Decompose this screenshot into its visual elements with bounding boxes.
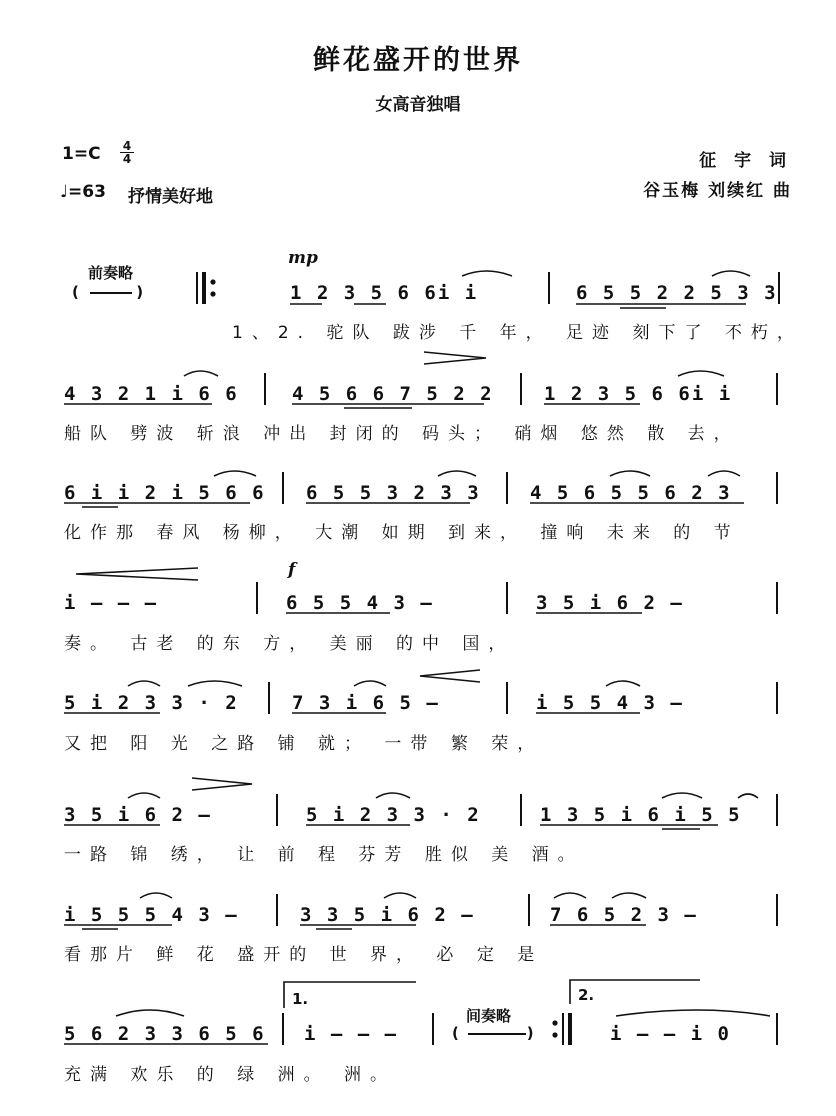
repeat-dot [553,1021,557,1025]
slur [554,893,586,898]
row7-measure1: i 5 5 5 4 3 – [64,904,239,926]
row5-lyric: 又把 阳 光 之路 铺 就； 一带 繁 荣， [64,734,544,754]
row7-measure2: 3 3 5 i 6 2 – [300,904,475,926]
crescendo [76,568,198,580]
row2-lyric: 船队 劈波 斩浪 冲出 封闭的 码头； 硝烟 悠然 散 去， [64,424,740,444]
row3-measure2: 6 5 5 3 2 3 3 [306,482,481,504]
slur [708,471,740,476]
slur [184,371,218,376]
decrescendo [192,778,252,790]
row5-measure3: i 5 5 4 3 – [536,692,684,714]
crescendo [420,670,480,682]
slur [712,271,750,276]
row1-measure1: 1 2 3 5 6 6i i [290,282,479,304]
repeat-dot [211,280,215,284]
volta-bracket [570,980,700,1004]
time-sig-bottom: 4 [122,152,132,166]
row4-measure3: 3 5 i 6 2 – [536,592,684,614]
row3-measure1: 6 i i 2 i 5 6 6 [64,482,266,504]
slur [214,471,256,476]
slur [662,793,702,798]
slur [610,471,650,476]
row5-measure2: 7 3 i 6 5 – [292,692,440,714]
row4-measure2: 6 5 5 4 3 – [286,592,434,614]
slur [612,893,646,898]
interlude-bracket: ( ) [452,1024,534,1042]
row3-lyric: 化作那 春风 杨柳， 大潮 如期 到来， 撞响 未来 的 节 [64,523,740,543]
row3-measure3: 4 5 6 5 5 6 2 3 [530,482,732,504]
row8-lyric: 充满 欢乐 的 绿 洲。 洲。 [64,1065,397,1085]
dynamic-f: f [288,560,296,580]
row7-measure3: 7 6 5 2 3 – [550,904,698,926]
slur [384,893,416,898]
row2-measure3: 1 2 3 5 6 6i i [544,383,733,405]
slur [354,681,386,686]
prelude-label: 前奏略 [88,264,134,282]
slur [678,371,724,376]
dynamic-mp: mp [288,248,318,268]
slur [438,471,476,476]
score-title: 鲜花盛开的世界 [313,45,523,76]
slur [616,1010,770,1016]
row2-measure2: 4 5 6 6 7 5 2 2 [292,383,494,405]
row6-measure3: 1 3 5 i 6 i 5 5 [540,804,742,826]
row1-lyric: 1、2. 驼队 跋涉 千 年， 足迹 刻下了 不朽， [232,323,803,343]
row8-measure2: i – – – [304,1023,399,1045]
interlude-label: 间奏略 [466,1007,512,1025]
slur [128,793,160,798]
volta-first: 1. [292,990,309,1008]
tempo-marking: ♩=63 [60,182,106,202]
slur [116,1010,184,1016]
row6-measure2: 5 i 2 3 3 · 2 [306,804,481,826]
slur [128,681,160,686]
slur [606,681,640,686]
time-sig-top: 4 [122,139,132,153]
decrescendo [424,352,486,364]
row2-measure1: 4 3 2 1 i 6 6 [64,383,239,405]
slur [738,794,758,798]
row8-measure3: i – – i 0 [610,1023,731,1045]
row1-measure2: 6 5 5 2 2 5 3 3 [576,282,778,304]
row6-lyric: 一路 锦 绣， 让 前 程 芬芳 胜似 美 酒。 [64,845,584,865]
prelude-bracket: ( ) [72,283,144,301]
lyricist-credit: 征 宇 词 [699,151,792,171]
volta-bracket [284,982,416,1008]
key-signature: 1=C [62,144,101,164]
composer-credit: 谷玉梅 刘续红 曲 [643,181,792,201]
row6-measure1: 3 5 i 6 2 – [64,804,212,826]
slur [376,793,410,798]
row4-measure1: i – – – [64,592,159,614]
slur [140,893,172,898]
row8-measure1: 5 6 2 3 3 6 5 6 [64,1023,266,1045]
repeat-dot [211,292,215,296]
score-subtitle: 女高音独唱 [375,95,461,115]
slur [462,271,512,276]
repeat-dot [553,1033,557,1037]
row4-lyric: 奏。 古老 的东 方， 美丽 的中 国， [64,634,515,654]
slur [188,681,242,686]
row7-lyric: 看那片 鲜 花 盛开的 世 界， 必 定 是 [64,945,544,965]
row5-measure1: 5 i 2 3 3 · 2 [64,692,239,714]
volta-second: 2. [578,986,595,1004]
expression-marking: 抒情美好地 [128,187,213,207]
